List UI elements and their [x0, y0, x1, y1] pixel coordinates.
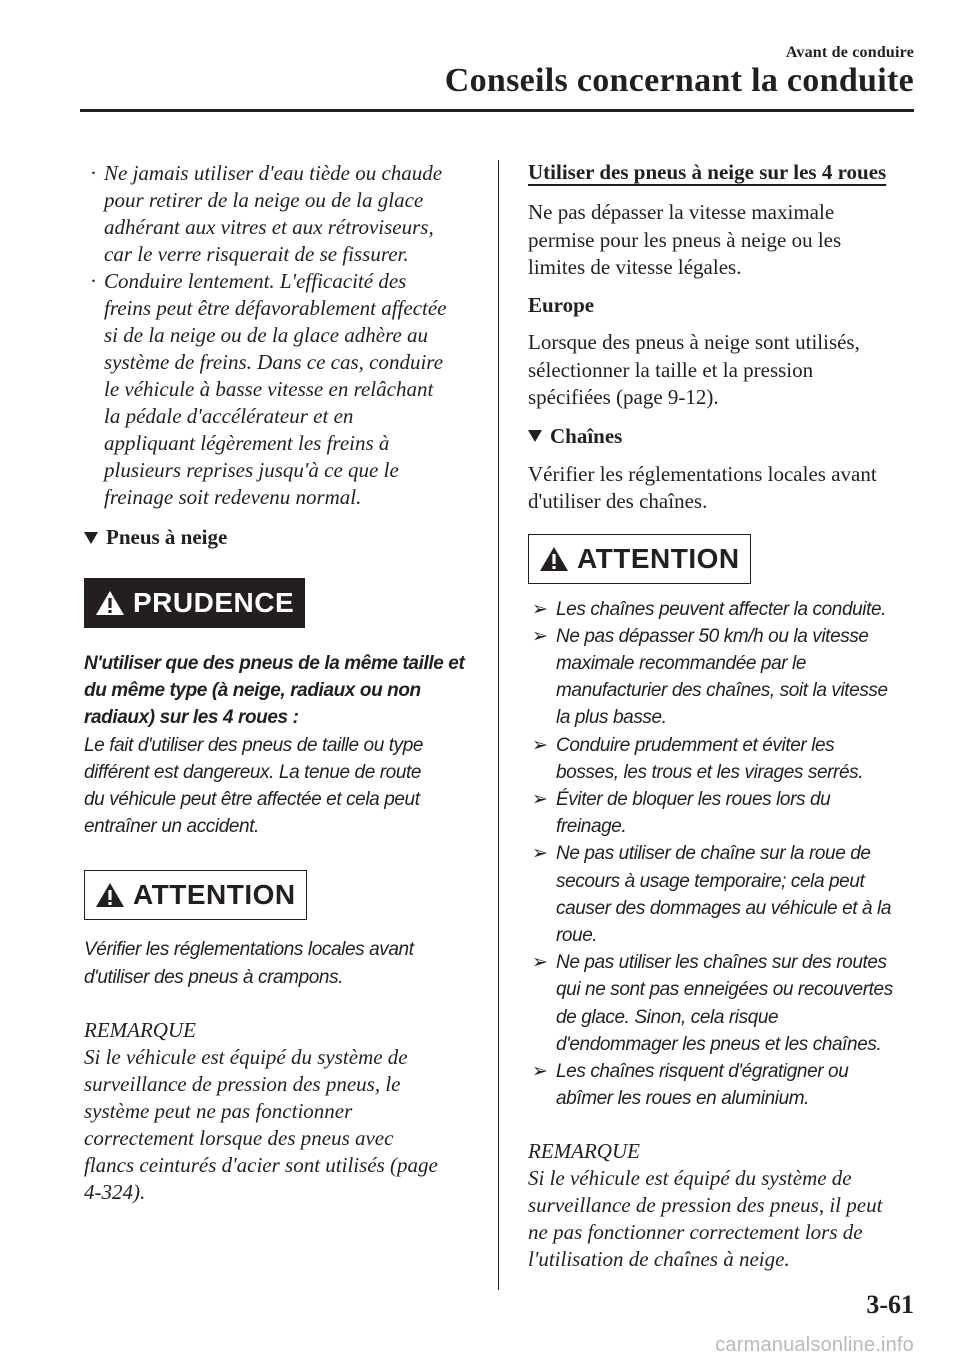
- utiliser-pneus-heading: Utiliser des pneus à neige sur les 4 roues: [528, 160, 887, 184]
- prudence-line: entraîner un accident.: [84, 816, 259, 838]
- chaines-paragraph: [528, 461, 918, 516]
- arrow-right-icon: ➢: [532, 843, 548, 865]
- list-item: [528, 1058, 918, 1112]
- arrow-right-icon: ➢: [532, 952, 548, 974]
- arrow-right-icon: ➢: [532, 1060, 548, 1082]
- pneus-neige-heading: [84, 525, 474, 550]
- list-item: [528, 949, 918, 1058]
- list-item: [528, 732, 918, 786]
- remarque-line: ne pas fonctionner correctement lors de: [528, 1220, 863, 1245]
- list-item: [84, 160, 474, 268]
- item-line: abîmer les roues en aluminium.: [556, 1088, 810, 1110]
- attention-line: d'utiliser des pneus à crampons.: [84, 966, 344, 988]
- remarque-line: surveillance de pression des pneus, le: [84, 1071, 401, 1096]
- text-line: Vérifier les réglementations locales avant: [528, 461, 877, 486]
- item-line: Ne pas dépasser 50 km/h ou la vitesse: [556, 625, 869, 647]
- text-line: d'utiliser des chaînes.: [528, 489, 708, 513]
- speed-paragraph: [528, 199, 918, 282]
- arrow-right-icon: ➢: [532, 625, 548, 647]
- remarque-line: l'utilisation de chaînes à neige.: [528, 1247, 790, 1272]
- attention-badge: [528, 534, 751, 584]
- bullet-line: le véhicule à basse vitesse en relâchant: [104, 377, 434, 401]
- list-item: [528, 840, 918, 949]
- bullet-line: freinage soit redevenu normal.: [104, 485, 362, 509]
- list-item: [528, 596, 918, 623]
- attention-body: [84, 936, 474, 990]
- right-column: [528, 160, 918, 1273]
- bullet-dot: ·: [90, 269, 97, 293]
- arrow-right-icon: ➢: [532, 598, 548, 620]
- bullet-line: la pédale d'accélérateur et en: [104, 404, 354, 428]
- attention-box-right: [528, 534, 918, 1113]
- remarque-line: correctement lorsque des pneus avec: [84, 1125, 394, 1150]
- remarque-right: [528, 1138, 918, 1273]
- remarque-line: flancs ceinturés d'acier sont utilisés (page: [84, 1152, 438, 1177]
- item-line: roue.: [556, 924, 598, 946]
- text-line: permise pour les pneus à neige ou les: [528, 227, 842, 252]
- triangle-down-icon: [84, 532, 98, 544]
- prudence-badge: [84, 578, 305, 628]
- remarque-title: REMARQUE: [528, 1139, 640, 1164]
- europe-label: Europe: [528, 292, 595, 317]
- bullet-line: Ne jamais utiliser d'eau tiède ou chaude: [104, 161, 443, 185]
- remarque-line: surveillance de pression des pneus, il peut: [528, 1193, 883, 1218]
- page-number: 3-61: [866, 1290, 914, 1319]
- remarque-line: système peut ne pas fonctionner: [84, 1098, 353, 1123]
- item-line: de glace. Sinon, cela risque: [556, 1006, 779, 1028]
- remarque-line: Si le véhicule est équipé du système de: [528, 1166, 852, 1191]
- bullet-line: système de freins. Dans ce cas, conduire: [104, 350, 444, 374]
- prudence-bold-line: du même type (à neige, radiaux ou non: [84, 680, 421, 702]
- heading-text: Chaînes: [550, 423, 623, 448]
- header-rule: [80, 109, 914, 112]
- text-line: spécifiées (page 9-12).: [528, 385, 719, 409]
- remarque-title: REMARQUE: [84, 1017, 196, 1042]
- text-line: Lorsque des pneus à neige sont utilisés,: [528, 330, 860, 354]
- list-item: [84, 268, 474, 511]
- item-line: d'endommager les pneus et les chaînes.: [556, 1033, 882, 1055]
- text-line: limites de vitesse légales.: [528, 255, 742, 279]
- remarque-line: 4-324).: [84, 1179, 146, 1204]
- text-line: sélectionner la taille et la pression: [528, 357, 814, 382]
- item-line: Ne pas utiliser les chaînes sur des routes: [556, 952, 887, 974]
- left-column: [84, 160, 474, 1206]
- bullet-line: car le verre risquerait de se fissurer.: [104, 242, 409, 266]
- prudence-line: différent est dangereux. La tenue de route: [84, 761, 422, 783]
- item-line: Les chaînes risquent d'égratigner ou: [556, 1060, 849, 1082]
- item-line: Conduire prudemment et éviter les: [556, 734, 835, 756]
- prudence-line: Le fait d'utiliser des pneus de taille ou type: [84, 734, 424, 756]
- bullet-line: freins peut être défavorablement affectée: [104, 296, 447, 320]
- item-line: freinage.: [556, 816, 627, 838]
- bullet-line: appliquant légèrement les freins à: [104, 431, 390, 455]
- list-item: [528, 786, 918, 840]
- section-label: Avant de conduire: [785, 44, 914, 61]
- attention-label: ATTENTION: [577, 542, 740, 574]
- column-divider: [498, 160, 499, 1290]
- triangle-down-icon: [528, 430, 542, 442]
- bullet-line: pour retirer de la neige ou de la glace: [104, 188, 424, 212]
- bullet-line: plusieurs reprises jusqu'à ce que le: [104, 458, 399, 482]
- remarque-line: Si le véhicule est équipé du système de: [84, 1044, 408, 1069]
- arrow-right-icon: ➢: [532, 734, 548, 756]
- warning-icon: [95, 881, 125, 909]
- bullet-line: si de la neige ou de la glace adhère au: [104, 323, 429, 347]
- europe-paragraph: [528, 329, 918, 412]
- heading-text: Pneus à neige: [106, 525, 228, 549]
- list-item: [528, 623, 918, 732]
- item-line: qui ne sont pas enneigées ou recouvertes: [556, 979, 893, 1001]
- attention-badge: [84, 870, 307, 920]
- attention-box-left: [84, 870, 474, 990]
- prudence-label: PRUDENCE: [133, 587, 295, 618]
- item-line: Les chaînes peuvent affecter la conduite.: [556, 598, 887, 620]
- bullet-line: adhérant aux vitres et aux rétroviseurs,: [104, 215, 434, 239]
- bullet-dot: ·: [90, 161, 97, 185]
- item-line: bosses, les trous et les virages serrés.: [556, 761, 864, 783]
- prudence-bold-line: N'utiliser que des pneus de la même taille et: [84, 653, 465, 674]
- item-line: secours à usage temporaire; cela peut: [556, 870, 865, 892]
- item-line: Ne pas utiliser de chaîne sur la roue de: [556, 843, 871, 865]
- item-line: manufacturier des chaînes, soit la vitesse: [556, 680, 888, 702]
- chaines-heading: [528, 424, 918, 449]
- remarque-left: [84, 1017, 474, 1206]
- warning-icon: [95, 589, 125, 617]
- attention-line: Vérifier les réglementations locales avant: [84, 939, 414, 961]
- attention-label: ATTENTION: [133, 879, 296, 911]
- item-line: causer des dommages au véhicule et à la: [556, 897, 892, 919]
- prudence-bold-line: radiaux) sur les 4 roues :: [84, 707, 299, 729]
- item-line: maximale recommandée par le: [556, 652, 807, 674]
- bullet-line: Conduire lentement. L'efficacité des: [104, 269, 407, 293]
- prudence-box: [84, 578, 474, 840]
- item-line: la plus basse.: [556, 707, 667, 729]
- page-title: Conseils concernant la conduite: [444, 62, 914, 99]
- warning-icon: [539, 545, 569, 573]
- prudence-line: du véhicule peut être affectée et cela peut: [84, 789, 420, 811]
- watermark: carmanualsonline.info: [715, 1334, 914, 1356]
- bullet-list: [84, 160, 474, 511]
- text-line: Ne pas dépasser la vitesse maximale: [528, 200, 835, 224]
- arrow-right-icon: ➢: [532, 788, 548, 810]
- item-line: Éviter de bloquer les roues lors du: [556, 788, 831, 810]
- prudence-body: [84, 650, 474, 840]
- attention-list: [528, 596, 918, 1113]
